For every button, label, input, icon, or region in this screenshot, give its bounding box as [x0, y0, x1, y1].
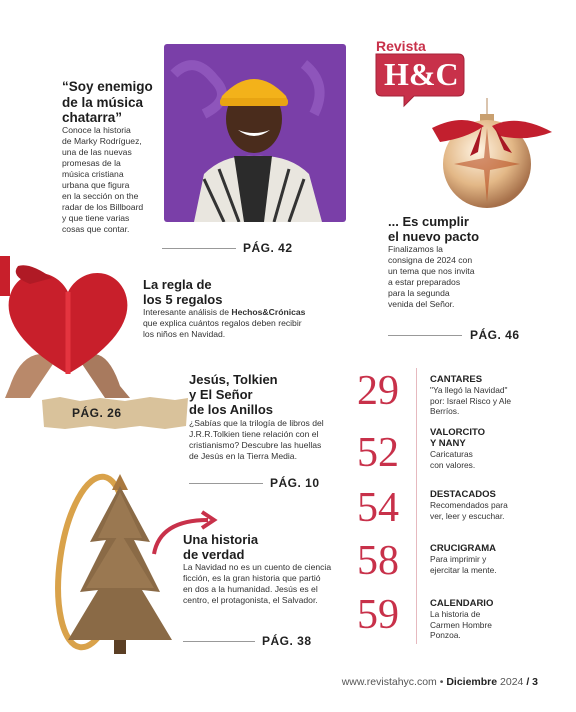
section-desc-line: Berríos.	[430, 406, 460, 416]
section-title: VALORCITO	[430, 427, 486, 438]
title-line: los 5 regalos	[143, 292, 223, 307]
page-ref-26[interactable]: PÁG. 26	[72, 406, 122, 420]
heart-gift-icon	[0, 256, 135, 398]
divider	[189, 483, 263, 484]
section-desc-line: Para imprimir y	[430, 554, 487, 564]
title-line: el nuevo pacto	[388, 229, 480, 244]
page-ref-42[interactable]: PÁG. 42	[243, 241, 293, 255]
body-line: los niños en Navidad.	[143, 329, 226, 339]
title-line: La regla de	[143, 277, 212, 292]
body-line: urbana que figura	[62, 180, 130, 190]
title-line: y El Señor	[189, 387, 253, 402]
footer-site-link[interactable]: www.revistahyc.com	[341, 676, 437, 688]
body-line: en la sección on the	[62, 191, 139, 201]
divider	[388, 335, 462, 336]
section-desc-line: Ponzoa.	[430, 630, 461, 640]
article-regalos-title	[143, 277, 343, 307]
section-destacados[interactable]	[430, 489, 560, 521]
person-illustration	[164, 44, 346, 222]
title-line: de la música	[62, 94, 144, 110]
section-crucigrama[interactable]	[430, 543, 560, 575]
section-title: CRUCIGRAMA	[430, 543, 496, 554]
footer-slash: /	[526, 676, 530, 688]
article-historia-title	[183, 532, 353, 562]
section-title: Y NANY	[430, 438, 466, 449]
index-divider-line	[416, 368, 417, 644]
body-line: ¿Sabías que la trilogía de libros del	[189, 418, 324, 428]
title-line: de los Anillos	[189, 402, 274, 417]
body-line: cosas que contar.	[62, 224, 130, 234]
section-title: CALENDARIO	[430, 598, 494, 609]
body-line: La Navidad no es un cuento de ciencia	[183, 562, 332, 572]
article-regalos-body	[143, 307, 358, 340]
section-desc-line: Caricaturas	[430, 449, 473, 459]
logo-revista: Revista	[376, 38, 426, 54]
body-line: música cristiana	[62, 169, 124, 179]
body-line: consigna de 2024 con	[388, 255, 473, 265]
section-desc-line: ver, leer y escuchar.	[430, 510, 505, 521]
article-historia-body	[183, 562, 363, 606]
section-cantares[interactable]	[430, 374, 560, 417]
christmas-tree-icon	[38, 462, 178, 660]
body-line: promesas de la	[62, 158, 121, 168]
article-pacto-body	[388, 244, 538, 310]
body-bold-text: Hechos&Crónicas	[231, 307, 306, 317]
section-number[interactable]: 52	[357, 430, 399, 476]
body-line: de Marky Rodríguez,	[62, 136, 142, 146]
footer-year: 2024	[500, 676, 524, 688]
section-number[interactable]: 58	[357, 538, 399, 584]
page-ref-10[interactable]: PÁG. 10	[270, 476, 320, 490]
body-text: Interesante análisis de	[143, 307, 232, 317]
body-line: Finalizamos la	[388, 244, 443, 254]
section-desc-line: Carmen Hombre	[430, 619, 492, 630]
title-line: Una historia	[183, 532, 259, 547]
title-line: Jesús, Tolkien	[189, 372, 278, 387]
body-line: una de las nuevas	[62, 147, 132, 157]
logo-hyc: H&C	[384, 56, 459, 92]
body-line: Conoce la historia	[62, 125, 131, 135]
article-tolkien-title	[189, 372, 339, 417]
section-desc-line: La historia de	[430, 609, 481, 619]
body-line: a estar preparados	[388, 277, 461, 287]
body-line: venida del Señor.	[388, 299, 455, 309]
title-line: “Soy enemigo	[62, 79, 153, 94]
section-calendario[interactable]	[430, 598, 560, 641]
body-line	[143, 307, 358, 318]
body-line: cristianismo? Descubre las huellas	[189, 440, 322, 450]
ornament-ball-icon	[412, 98, 562, 216]
article-tolkien-body	[189, 418, 359, 462]
section-number[interactable]: 54	[357, 485, 399, 531]
body-line: ficción, es la gran historia que partió	[183, 573, 321, 583]
title-line: ... Es cumplir	[388, 214, 469, 229]
christmas-tree-image	[38, 462, 178, 660]
section-desc-line: "Ya llegó la Navidad"	[430, 385, 508, 395]
divider	[162, 248, 236, 249]
body-line: de Jesús en la Tierra Media.	[189, 451, 297, 461]
body-line: y que tiene varias	[62, 213, 130, 223]
footer-bullet: •	[439, 676, 444, 688]
ornament-image	[412, 98, 562, 216]
marky-photo	[164, 44, 346, 222]
section-number[interactable]: 59	[357, 592, 399, 638]
section-number[interactable]: 29	[357, 368, 399, 414]
section-desc-line: Recomendados para	[430, 500, 508, 510]
body-line: que explica cuántos regalos deben recibir	[143, 318, 302, 328]
page-ref-46[interactable]: PÁG. 46	[470, 328, 520, 342]
body-line: centro, el protagonista, el Salvador.	[183, 595, 318, 605]
body-line: J.R.R.Tolkien tiene relación con el	[189, 429, 319, 439]
body-line: para la segunda	[388, 288, 450, 298]
page-footer	[318, 676, 538, 688]
article-marky-body	[62, 125, 172, 235]
section-title: CANTARES	[430, 374, 483, 385]
article-pacto-title	[388, 214, 538, 244]
title-line: de verdad	[183, 547, 245, 562]
section-valorcito[interactable]	[430, 427, 560, 470]
article-marky-title	[62, 79, 172, 126]
body-line: en dos a la humanidad. Jesús es el	[183, 584, 318, 594]
title-line: chatarra”	[62, 110, 123, 125]
footer-month: Diciembre	[446, 676, 498, 688]
heart-gift-image	[0, 256, 135, 398]
section-desc-line: por: Israel Risco y Ale	[430, 395, 511, 406]
section-title: DESTACADOS	[430, 489, 496, 500]
section-desc-line: ejercitar la mente.	[430, 564, 497, 575]
section-desc-line: con valores.	[430, 459, 476, 470]
page-ref-38[interactable]: PÁG. 38	[262, 634, 312, 648]
footer-page-number: 3	[532, 676, 538, 688]
body-line: un tema que nos invita	[388, 266, 475, 276]
divider	[183, 641, 255, 642]
body-line: radar de los Billboard	[62, 202, 144, 212]
